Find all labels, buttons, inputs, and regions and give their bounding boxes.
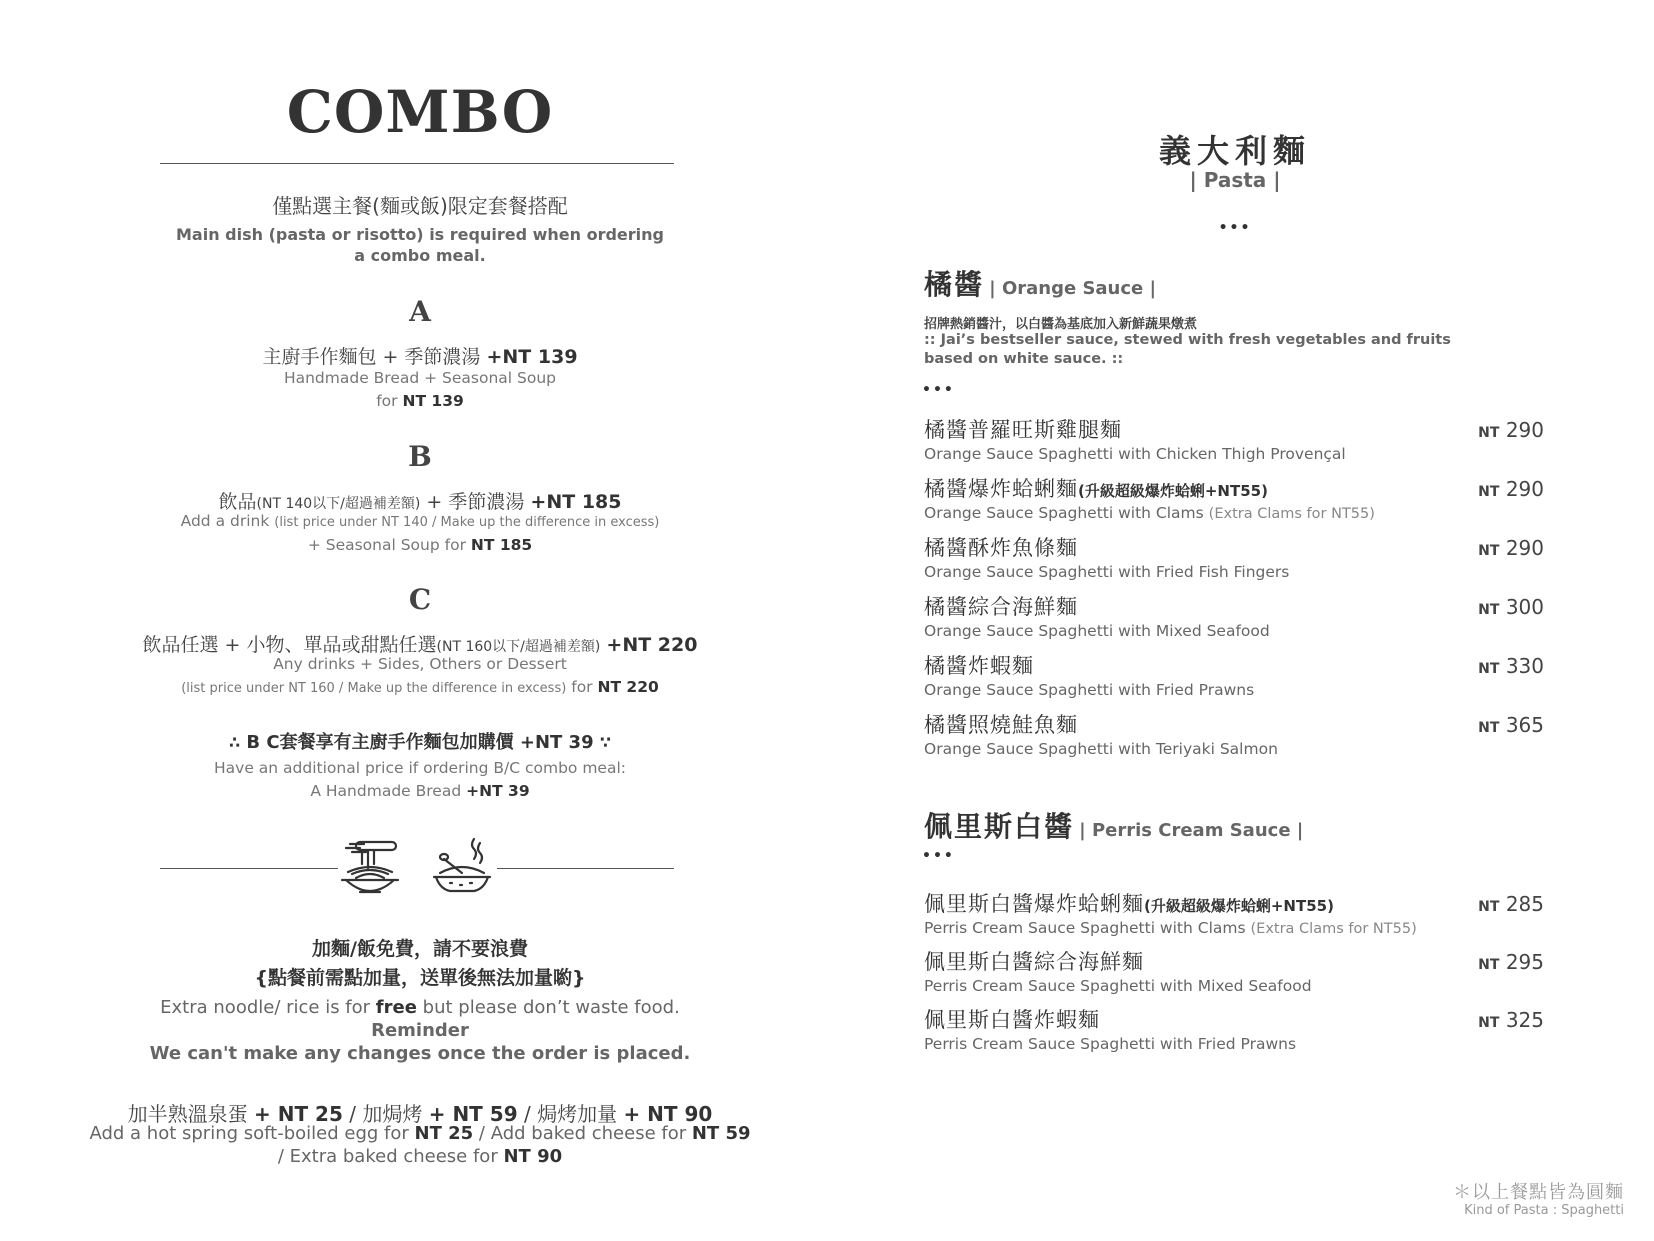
pasta-title-en: | Pasta | [1189, 168, 1281, 192]
free-extra-zh-line2: {點餐前需點加量，送單後無法加量喲} [254, 967, 586, 989]
free-extra-en-line1 [100, 996, 740, 1019]
orange-item-price [1478, 477, 1544, 501]
combo-c-zh-price: +NT 220 [606, 634, 698, 656]
bc-offer-en-line2 [100, 780, 740, 803]
orange-item-price [1478, 654, 1544, 678]
free-extra-en-pre: Extra noodle/ rice is for [160, 997, 371, 1018]
perris-item-en [924, 977, 1544, 995]
perris-section-header [924, 805, 1303, 845]
orange-item-name: 橘醬酥炸魚條麵 [924, 536, 1078, 560]
combo-c-en-note: (list price under NT 160 / Make up the difference in excess) [181, 681, 567, 696]
orange-item-name-en: Orange Sauce Spaghetti with Fried Fish Fingers [924, 563, 1290, 581]
orange-item-zh [924, 591, 1544, 621]
combo-b-letter: B [408, 440, 432, 473]
orange-item-zh [924, 532, 1544, 562]
orange-item-en [924, 740, 1544, 758]
combo-c-en-pre: for [571, 678, 593, 696]
orange-item-name: 橘醬照燒鮭魚麵 [924, 713, 1078, 737]
combo-title: COMBO [286, 78, 554, 146]
perris-item-zh [924, 1004, 1544, 1034]
price-currency: NT [1478, 543, 1500, 559]
addons-en-line2 [40, 1145, 800, 1168]
price-value: 290 [1505, 536, 1544, 560]
addon-extra-cheese-en-price: NT 90 [503, 1146, 563, 1167]
orange-desc-en [924, 331, 1451, 369]
combo-c-zh-text1: 飲品任選 + 小物、單品或甜點任選 [142, 634, 437, 656]
price-value: 325 [1505, 1008, 1544, 1032]
addon-extra-cheese-en: / Extra baked cheese for [277, 1146, 498, 1167]
addon-egg-zh: 加半熟溫泉蛋 [127, 1102, 248, 1126]
perris-item [924, 888, 1544, 937]
addon-cheese-en-price: NT 59 [691, 1123, 751, 1144]
orange-dots: ••• [922, 382, 955, 398]
perris-item-price [1478, 950, 1544, 974]
free-extra-en-post: but please don’t waste food. [422, 997, 680, 1018]
combo-b-en-line2 [100, 534, 740, 557]
orange-item-name: 橘醬爆炸蛤蜊麵 [924, 477, 1078, 501]
orange-item-name: 橘醬普羅旺斯雞腿麵 [924, 418, 1122, 442]
perris-item-name: 佩里斯白醬爆炸蛤蜊麵 [924, 892, 1144, 916]
combo-c-zh-note: (NT 160以下/超過補差額) [436, 639, 601, 655]
perris-item-name: 佩里斯白醬綜合海鮮麵 [924, 950, 1144, 974]
triple-dot-right-icon: ∵ [599, 733, 612, 752]
perris-title-en: | Perris Cream Sauce | [1079, 820, 1304, 841]
free-extra-zh [100, 935, 740, 993]
footnote-zh: ＊以上餐點皆為圓麵 [1453, 1182, 1624, 1203]
orange-item-en [924, 622, 1544, 640]
icons-divider-left [160, 868, 338, 869]
price-value: 300 [1505, 595, 1544, 619]
price-currency: NT [1478, 661, 1500, 677]
orange-item-name-en: Orange Sauce Spaghetti with Fried Prawns [924, 681, 1255, 699]
perris-item [924, 1004, 1544, 1053]
perris-item [924, 946, 1544, 995]
orange-title-zh: 橘醬 [924, 268, 985, 301]
orange-title-en: | Orange Sauce | [989, 278, 1157, 299]
free-extra-reminder: Reminder [371, 1020, 469, 1041]
orange-item-zh [924, 414, 1544, 444]
footnote-en: Kind of Pasta : Spaghetti [1464, 1203, 1624, 1218]
perris-item-note-en: (Extra Clams for NT55) [1250, 921, 1417, 937]
bc-offer-zh-price: +NT 39 [519, 732, 594, 753]
orange-desc-en-line1: :: Jai’s bestseller sauce, stewed with fresh vegetables and fruits [924, 332, 1451, 348]
combo-b-en-note: (list price under NT 140 / Make up the difference in excess) [274, 515, 660, 530]
addon-cheese-en: / Add baked cheese for [478, 1123, 687, 1144]
orange-item-en [924, 681, 1544, 699]
perris-item-price [1478, 892, 1544, 916]
combo-title-divider [160, 163, 674, 164]
orange-item [924, 650, 1544, 699]
combo-b-zh-text2: + 季節濃湯 [426, 491, 525, 513]
perris-title-zh: 佩里斯白醬 [924, 810, 1075, 843]
price-currency: NT [1478, 484, 1500, 500]
combo-a-zh-price: +NT 139 [486, 346, 578, 368]
perris-item-note: (升級超級爆炸蛤蜊+NT55) [1144, 897, 1334, 915]
orange-item-price [1478, 595, 1544, 619]
perris-item-name-en: Perris Cream Sauce Spaghetti with Fried Prawns [924, 1035, 1297, 1053]
price-currency: NT [1478, 899, 1500, 915]
orange-item-name-en: Orange Sauce Spaghetti with Clams [924, 504, 1204, 522]
price-value: 365 [1505, 713, 1544, 737]
orange-item-name-en: Orange Sauce Spaghetti with Mixed Seafood [924, 622, 1270, 640]
combo-b-en-pre: + Seasonal Soup for [307, 536, 466, 554]
bc-offer-zh [100, 728, 740, 754]
combo-b-en-text: Add a drink [180, 512, 270, 530]
orange-item [924, 709, 1544, 758]
combo-intro-en-line1: Main dish (pasta or risotto) is required when ordering [175, 225, 664, 244]
perris-item-zh [924, 946, 1544, 976]
price-value: 330 [1505, 654, 1544, 678]
orange-item-zh [924, 709, 1544, 739]
pasta-title-zh: 義大利麵 [1158, 132, 1311, 170]
price-value: 290 [1505, 418, 1544, 442]
bc-offer-en-pre: A Handmade Bread [310, 782, 462, 800]
combo-intro-en-line2: a combo meal. [354, 246, 486, 265]
perris-item-zh [924, 888, 1544, 918]
price-currency: NT [1478, 602, 1500, 618]
price-currency: NT [1478, 720, 1500, 736]
orange-item-zh [924, 473, 1544, 503]
perris-item-en [924, 1035, 1544, 1053]
rice-plate-icon [430, 835, 494, 897]
price-currency: NT [1478, 957, 1500, 973]
combo-b-zh-text1: 飲品 [218, 491, 257, 513]
combo-a-en-line1: Handmade Bread + Seasonal Soup [283, 369, 557, 387]
addon-cheese-price: + NT 59 [428, 1102, 518, 1126]
orange-desc-zh: 招牌熱銷醬汁，以白醬為基底加入新鮮蔬果燉煮 [924, 317, 1198, 332]
orange-item-price [1478, 418, 1544, 442]
combo-b-zh-note: (NT 140以下/超過補差額) [256, 496, 421, 512]
combo-b-en-line1 [100, 510, 740, 534]
orange-item [924, 414, 1544, 463]
combo-b-en-price: NT 185 [470, 536, 533, 554]
orange-item [924, 591, 1544, 640]
bc-offer-en [100, 757, 740, 803]
free-extra-warning: We can't make any changes once the order is placed. [149, 1043, 691, 1064]
perris-dots: ••• [922, 848, 955, 864]
perris-item-name: 佩里斯白醬炸蝦麵 [924, 1008, 1100, 1032]
price-currency: NT [1478, 425, 1500, 441]
bc-offer-en-line1: Have an additional price if ordering B/C combo meal: [214, 759, 626, 777]
addon-cheese-zh: / 加焗烤 [349, 1102, 423, 1126]
combo-c-en-price: NT 220 [597, 678, 659, 696]
noodle-bowl-icon [338, 838, 402, 896]
addon-egg-en-price: NT 25 [414, 1123, 474, 1144]
orange-item-price [1478, 536, 1544, 560]
icons-divider-right [497, 868, 674, 869]
combo-a-en-line2 [100, 390, 740, 413]
orange-item-zh [924, 650, 1544, 680]
pasta-title-dots: ••• [1218, 220, 1252, 236]
combo-a-zh [100, 342, 740, 369]
perris-item-name-en: Perris Cream Sauce Spaghetti with Clams [924, 919, 1246, 937]
combo-a-en [100, 367, 740, 413]
orange-item [924, 473, 1544, 522]
orange-item-note: (升級超級爆炸蛤蜊+NT55) [1078, 482, 1268, 500]
combo-b-en [100, 510, 740, 557]
orange-item-name: 橘醬綜合海鮮麵 [924, 595, 1078, 619]
combo-c-letter: C [408, 583, 432, 616]
perris-item-name-en: Perris Cream Sauce Spaghetti with Mixed Seafood [924, 977, 1312, 995]
addons-en [40, 1122, 800, 1168]
combo-a-letter: A [409, 295, 431, 328]
orange-item-price [1478, 713, 1544, 737]
free-extra-zh-line1: 加麵/飯免費，請不要浪費 [312, 938, 528, 960]
perris-item-en [924, 919, 1544, 937]
addon-extra-cheese-price: + NT 90 [623, 1102, 713, 1126]
orange-item-en [924, 563, 1544, 581]
orange-item-note-en: (Extra Clams for NT55) [1208, 506, 1375, 522]
combo-a-en-price: NT 139 [402, 392, 464, 410]
combo-c-en-line1: Any drinks + Sides, Others or Dessert [273, 655, 567, 673]
combo-b-zh-price: +NT 185 [530, 491, 622, 513]
price-value: 290 [1505, 477, 1544, 501]
combo-c-en-line2 [100, 676, 740, 700]
addon-extra-cheese-zh: / 焗烤加量 [523, 1102, 618, 1126]
triple-dot-left-icon: ∴ [228, 733, 241, 752]
orange-section-header [924, 263, 1156, 303]
addons-en-line1 [40, 1122, 800, 1145]
orange-desc-en-line2: based on white sauce. :: [924, 351, 1124, 367]
orange-item-name: 橘醬炸蝦麵 [924, 654, 1034, 678]
combo-a-en-pre: for [376, 392, 398, 410]
orange-item-name-en: Orange Sauce Spaghetti with Chicken Thigh Provençal [924, 445, 1346, 463]
perris-item-price [1478, 1008, 1544, 1032]
combo-intro-en [100, 224, 740, 266]
price-currency: NT [1478, 1015, 1500, 1031]
price-value: 295 [1505, 950, 1544, 974]
addon-egg-en: Add a hot spring soft-boiled egg for [89, 1123, 409, 1144]
addon-egg-price: + NT 25 [253, 1102, 343, 1126]
price-value: 285 [1505, 892, 1544, 916]
bc-offer-en-price: +NT 39 [466, 782, 530, 800]
combo-a-zh-text: 主廚手作麵包 + 季節濃湯 [262, 346, 481, 368]
orange-item-en [924, 504, 1544, 522]
orange-item [924, 532, 1544, 581]
orange-item-en [924, 445, 1544, 463]
orange-item-name-en: Orange Sauce Spaghetti with Teriyaki Salmon [924, 740, 1278, 758]
combo-intro-zh: 僅點選主餐(麵或飯)限定套餐搭配 [272, 194, 568, 218]
free-extra-en [100, 996, 740, 1065]
free-extra-en-bold: free [375, 997, 417, 1018]
bc-offer-zh-text: B C套餐享有主廚手作麵包加購價 [246, 732, 514, 753]
combo-c-en [100, 653, 740, 700]
